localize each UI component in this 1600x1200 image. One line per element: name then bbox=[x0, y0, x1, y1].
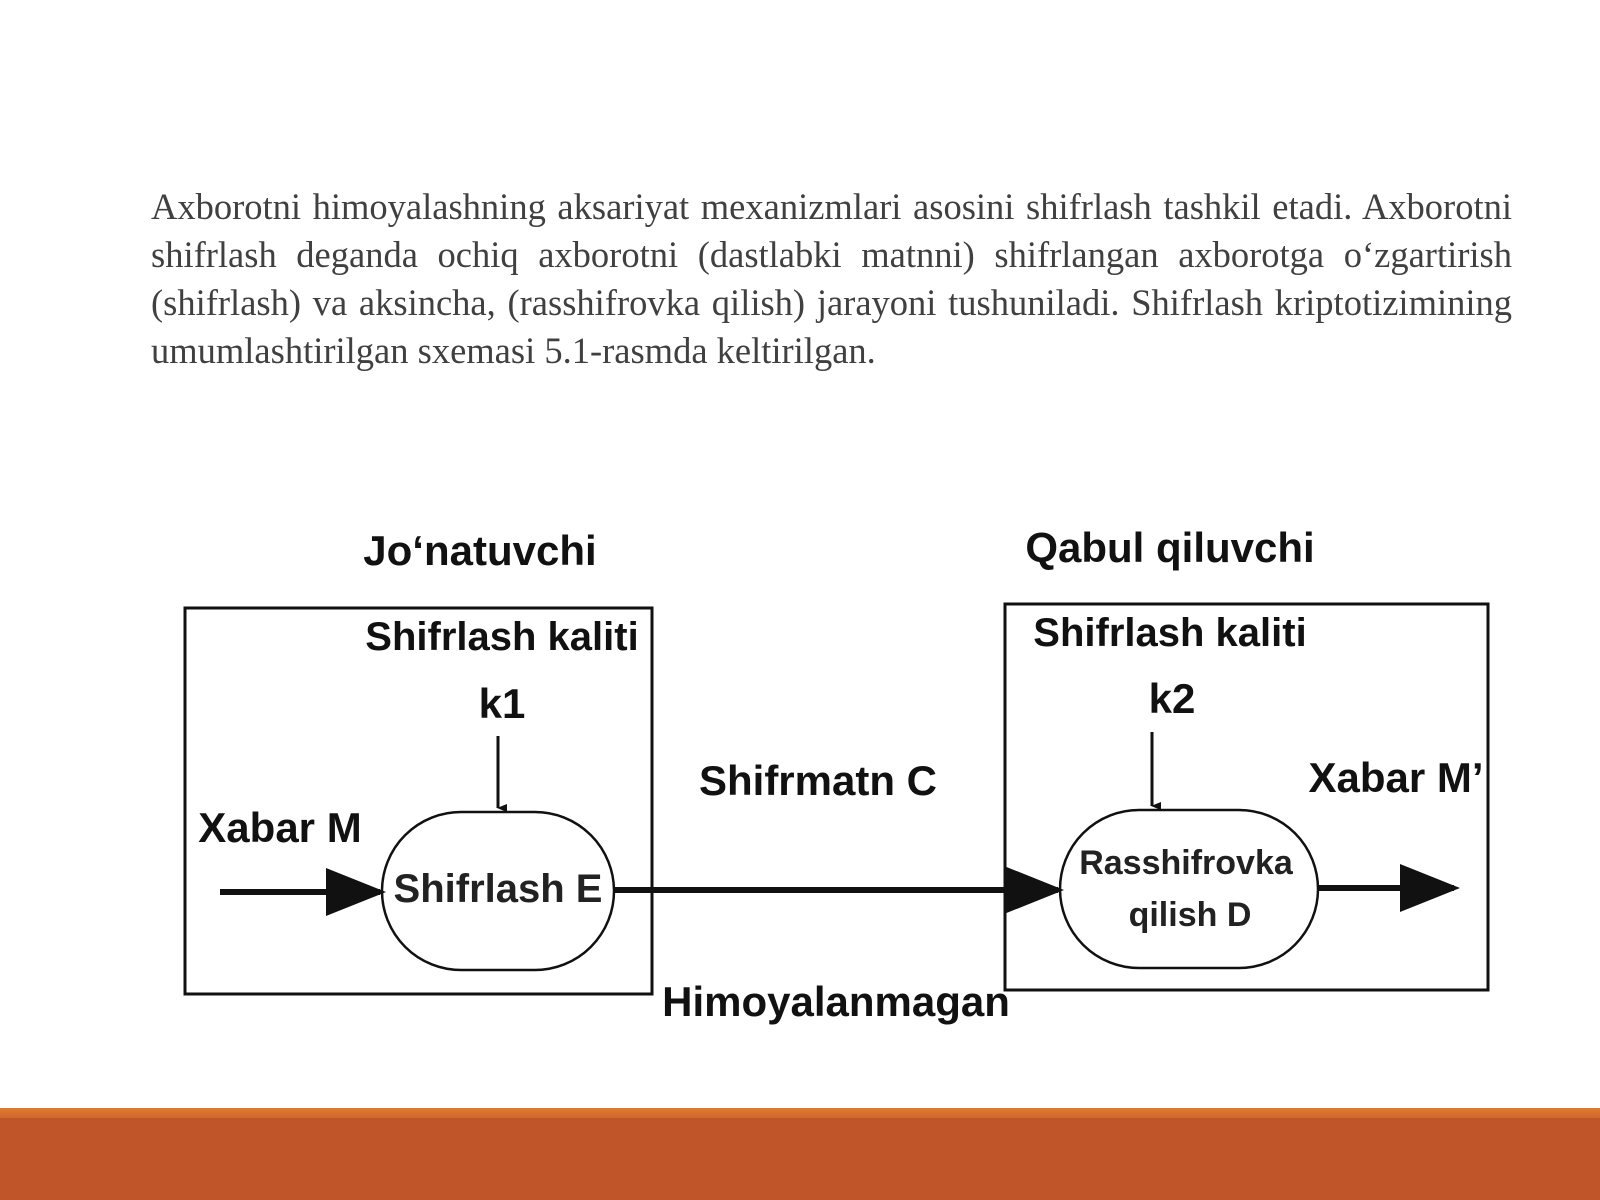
output-label: Xabar M’ bbox=[1308, 754, 1484, 801]
ciphertext-label: Shifrmatn C bbox=[698, 757, 938, 804]
footer-accent-line bbox=[0, 1108, 1600, 1118]
decrypt-label-line1: Rasshifrovka bbox=[1079, 844, 1293, 882]
receiver-title: Qabul qiluvchi bbox=[1025, 524, 1315, 571]
footer-bar bbox=[0, 1108, 1600, 1200]
decrypt-node bbox=[1060, 810, 1318, 968]
decrypt-label-line2: qilish D bbox=[1128, 896, 1252, 934]
channel-label: Himoyalanmagan bbox=[662, 978, 1010, 1025]
receiver-key-name: k2 bbox=[1148, 675, 1196, 722]
input-label: Xabar M bbox=[198, 804, 362, 851]
encrypt-label: Shifrlash E bbox=[393, 867, 603, 911]
sender-key-label: Shifrlash kaliti bbox=[365, 615, 639, 659]
receiver-key-label: Shifrlash kaliti bbox=[1033, 611, 1307, 655]
sender-title: Jo‘natuvchi bbox=[363, 527, 597, 574]
sender-key-name: k1 bbox=[478, 680, 526, 727]
body-paragraph: Axborotni himoyalashning aksariyat mexanizmlari asosini shifrlash tashkil etadi. Axborotni shifrlash deganda ochiq axborotni (dastlabki matnni) shifrlangan axborotga o‘zgartirish (shifrlash) va aksincha, (rasshifrovka qilish) jarayoni tushuniladi. Shifrlash kriptotizimining umumlashtirilgan sxemasi 5.1-rasmda keltirilgan. bbox=[151, 186, 1512, 371]
cryptosystem-diagram bbox=[0, 500, 1600, 1060]
